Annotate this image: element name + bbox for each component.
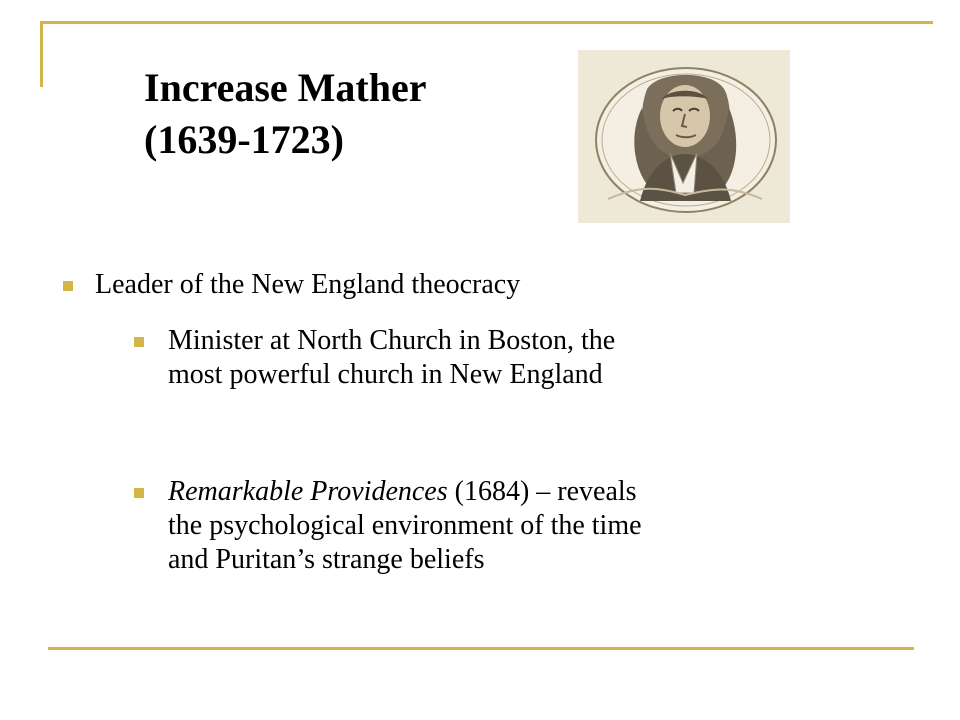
book-title: Remarkable Providences	[168, 476, 448, 507]
level-2-bullet-icon	[134, 488, 144, 498]
title-dates: (1639-1723)	[144, 117, 344, 162]
bullet-level-1-text: Leader of the New England theocracy	[95, 269, 521, 300]
providences-line-3: and Puritan’s strange beliefs	[168, 544, 485, 575]
bullet-level-1	[95, 268, 795, 302]
level-2-bullet-icon	[134, 337, 144, 347]
bullet-level-2-remarkable-providences	[168, 475, 828, 577]
minister-line-1: Minister at North Church in Boston, the	[168, 325, 616, 356]
title-name: Increase Mather	[144, 65, 427, 110]
providences-year-and-description: (1684) – reveals	[447, 476, 637, 507]
providences-line-2: the psychological environment of the time	[168, 510, 642, 541]
bullet-level-2-minister	[168, 324, 828, 392]
providences-line-1	[168, 475, 828, 509]
level-1-bullet-icon	[63, 281, 73, 291]
minister-line-2: most powerful church in New England	[168, 359, 603, 390]
